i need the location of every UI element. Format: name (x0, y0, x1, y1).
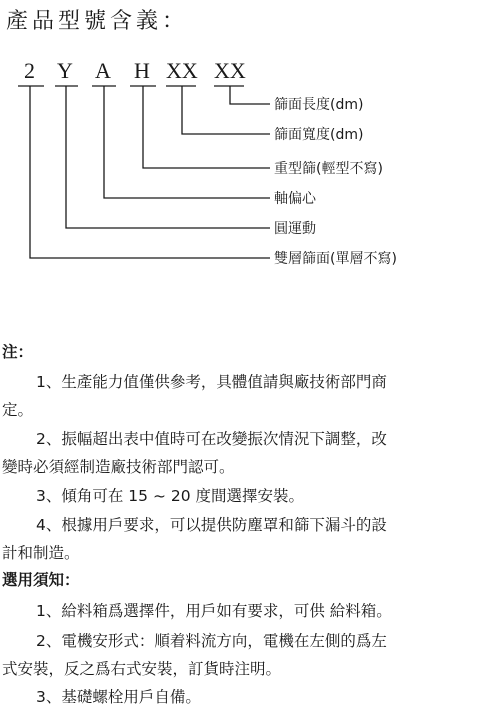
selection-3: 3、基礎螺栓用戶自備。 (36, 688, 201, 706)
code-char-y: Y (57, 58, 73, 83)
connector-eccentric (104, 86, 270, 198)
note-2-line-1: 2、振幅超出表中值時可在改變振次情況下調整，改 (36, 430, 387, 448)
connector-circular (66, 86, 270, 228)
connector-length (230, 86, 270, 104)
note-4-line-1: 4、根據用戶要求，可以提供防塵罩和篩下漏斗的設 (36, 516, 387, 534)
code-char-a: A (95, 58, 111, 83)
legend-screen-length: 篩面長度(dm) (274, 97, 364, 113)
legend-heavy-screen: 重型篩(輕型不寫) (274, 161, 383, 177)
legend-screen-width: 篩面寬度(dm) (274, 127, 364, 143)
note-1-line-2: 定。 (2, 401, 34, 419)
connector-width (182, 86, 270, 134)
note-2-line-2: 變時必須經制造廠技術部門認可。 (2, 458, 235, 476)
selection-2-line-2: 式安裝，反之爲右式安裝，訂貨時注明。 (2, 660, 282, 678)
selection-2-line-1: 2、電機安形式：順着料流方向，電機在左側的爲左 (36, 632, 387, 650)
legend-double-deck: 雙層篩面(單層不寫) (274, 251, 397, 267)
note-3: 3、傾角可在 15 ~ 20 度間選擇安裝。 (36, 487, 305, 505)
code-diagram-lines (0, 0, 500, 300)
code-char-width: XX (166, 58, 198, 83)
code-char-length: XX (214, 58, 246, 83)
code-char-h: H (134, 58, 150, 83)
connector-heavy (143, 86, 270, 168)
note-1-line-1: 1、生產能力值僅供參考，具體值請與廠技術部門商 (36, 373, 387, 391)
selection-heading: 選用須知： (2, 571, 80, 589)
legend-eccentric-shaft: 軸偏心 (274, 191, 316, 207)
note-4-line-2: 計和制造。 (2, 544, 80, 562)
notes-heading: 注： (2, 343, 34, 361)
legend-circular-motion: 圓運動 (274, 221, 316, 237)
page-title: 產品型號含義： (6, 9, 189, 34)
selection-1: 1、給料箱爲選擇件，用戶如有要求，可供 給料箱。 (36, 602, 392, 620)
code-char-2: 2 (24, 58, 35, 83)
